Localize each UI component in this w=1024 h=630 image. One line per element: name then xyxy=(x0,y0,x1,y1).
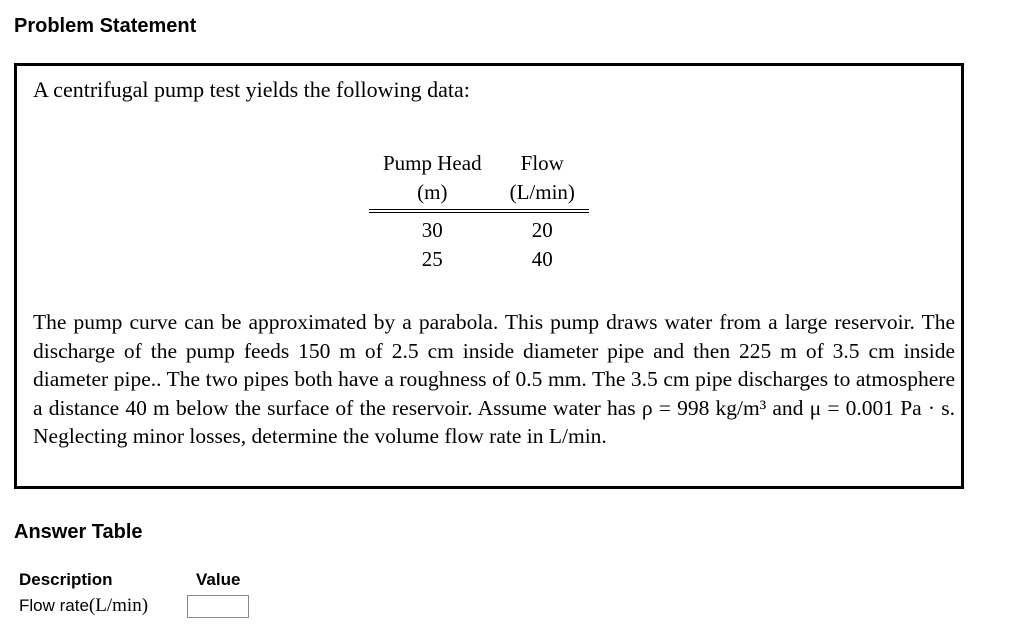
flow-rate-value-input[interactable] xyxy=(187,595,249,618)
flow-rate-unit: (L/min) xyxy=(88,595,149,616)
problem-paragraph: The pump curve can be approximated by a parabola. This pump draws water from a large reservoir. The discharge of the pump feeds 150 m of 2.5 cm inside diameter pipe and then 225 m of 3.5 cm inside diameter pipe.. The two pipes both have a roughness of 0.5 mm. The 3.5 cm pipe discharges to atmosphere a distance 40 m below the surface of the reservoir. Assume water has ρ = 998 kg/m³ and μ = 0.001 Pa · s. Neglecting minor losses, determine the volume flow rate in L/min. xyxy=(33,310,955,448)
table-unit-row xyxy=(369,178,589,211)
value-column-header: Value xyxy=(196,570,241,589)
pump-data-table xyxy=(369,149,589,274)
table-cell: 25 xyxy=(421,247,443,271)
problem-intro: A centrifugal pump test yields the following data: xyxy=(33,77,470,102)
table-row xyxy=(369,245,589,274)
pump-head-unit: (m) xyxy=(369,178,496,211)
table-header-row xyxy=(369,149,589,178)
answer-row-flow-rate xyxy=(19,595,148,617)
table-cell: 40 xyxy=(531,247,553,271)
flow-header: Flow xyxy=(520,151,564,175)
problem-statement-heading: Problem Statement xyxy=(14,15,197,37)
table-cell: 30 xyxy=(421,218,443,242)
answer-table-heading: Answer Table xyxy=(14,521,143,543)
table-row xyxy=(369,211,589,245)
pump-head-header: Pump Head xyxy=(383,151,482,175)
table-cell: 20 xyxy=(531,218,553,242)
problem-box xyxy=(14,63,964,489)
flow-unit: (L/min) xyxy=(496,178,589,211)
flow-rate-label: Flow rate xyxy=(19,596,89,615)
description-column-header: Description xyxy=(19,570,113,589)
